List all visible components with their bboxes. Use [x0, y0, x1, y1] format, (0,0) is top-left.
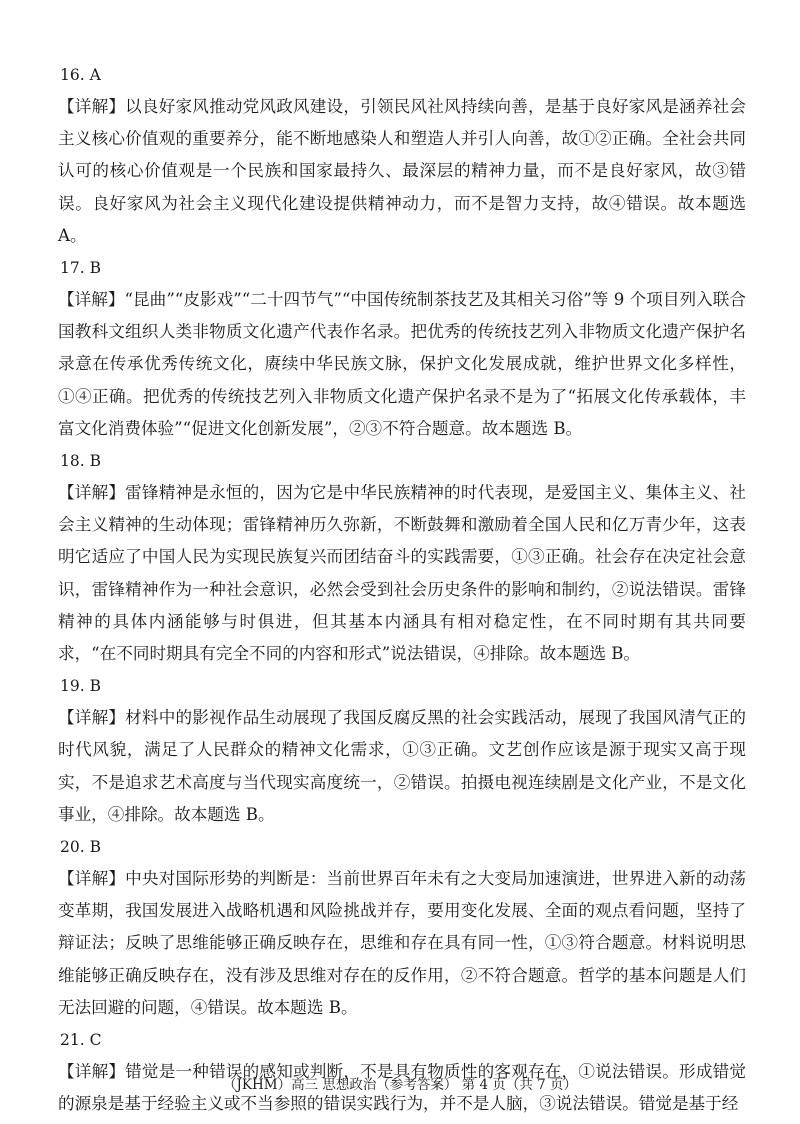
question-number-18: 18. B — [60, 452, 101, 471]
question-explanation-16 — [58, 91, 746, 252]
question-explanation-18 — [58, 477, 746, 670]
question-explanation-20 — [58, 863, 746, 1024]
question-number-16: 16. A — [60, 66, 101, 84]
explanation-text: 雷锋精神是永恒的，因为它是中华民族精神的时代表现，是爱国主义、集体主义、社会主义精神的生动体现；雷锋精神历久弥新，不断鼓舞和激励着全国人民和亿万青少年，这表明它适应了中国人民为实现民族复兴而团结奋斗的实践需要，①③正确。社会存在决定社会意识，雷锋精神作为一种社会意识，必然会受到社会历史条件的影响和制约，②说法错误。雷锋精神的具体内涵能够与时俱进，但其基本内涵具有相对稳定性，在不同时期有其共同要求，“在不同时期具有完全不同的内容和形式”说法错误，④排除。故本题选 B。 — [58, 483, 746, 664]
question-number-20: 20. B — [60, 838, 101, 857]
explanation-tag: 【详解】 — [58, 708, 126, 728]
explanation-tag: 【详解】 — [58, 97, 126, 116]
question-number-17: 17. B — [60, 259, 101, 278]
explanation-text: 错觉是一种错误的感知或判断，不是具有物质性的客观存在，①说法错误。形成错觉的源泉是基于经验主义或不当参照的错误实践行为，并不是人脑，③说法错误。错觉是基于经 — [58, 1062, 746, 1114]
question-explanation-17 — [58, 284, 746, 445]
page-footer: （JKHM）高三 思想政治（参考答案） 第 4 页（共 7 页） — [222, 1077, 578, 1093]
explanation-tag: 【详解】 — [58, 869, 126, 889]
explanation-text: 中央对国际形势的判断是：当前世界百年未有之大变局加速演进，世界进入新的动荡变革期，我国发展进入战略机遇和风险挑战并存，要用变化发展、全面的观点看问题，坚持了辩证法；反映了思维能够正确反映存在，思维和存在具有同一性，①③符合题意。材料说明思维能够正确反映存在，没有涉及思维对存在的反作用，②不符合题意。哲学的基本问题是人们无法回避的问题，④错误。故本题选 B。 — [58, 869, 746, 1017]
explanation-text: 以良好家风推动党风政风建设，引领民风社风持续向善，是基于良好家风是涵养社会主义核心价值观的重要养分，能不断地感染人和塑造人并引人向善，故①②正确。全社会共同认可的核心价值观是一个民族和国家最持久、最深层的精神力量，而不是良好家风，故③错误。良好家风为社会主义现代化建设提供精神动力，而不是智力支持，故④错误。故本题选 A。 — [58, 97, 746, 245]
question-number-21: 21. C — [60, 1031, 102, 1050]
explanation-text: “昆曲”“皮影戏”“二十四节气”“中国传统制茶技艺及其相关习俗”等 9 个项目列入联合国教科文组织人类非物质文化遗产代表作名录。把优秀的传统技艺列入非物质文化遗产保护名录意在传承优秀传统文化，赓续中华民族文脉，保护文化发展成就，维护世界文化多样性，①④正确。把优秀的传统技艺列入非物质文化遗产保护名录不是为了“拓展文化传承载体，丰富文化消费体验”“促进文化创新发展”，②③不符合题意。故本题选 B。 — [58, 290, 746, 438]
explanation-tag: 【详解】 — [58, 1062, 126, 1082]
question-number-19: 19. B — [60, 677, 101, 696]
question-explanation-19 — [58, 702, 746, 831]
explanation-tag: 【详解】 — [58, 483, 126, 503]
explanation-tag: 【详解】 — [58, 290, 125, 310]
answer-content — [58, 63, 746, 1124]
explanation-text: 材料中的影视作品生动展现了我国反腐反黑的社会实践活动，展现了我国风清气正的时代风貌，满足了人民群众的精神文化需求，①③正确。文艺创作应该是源于现实又高于现实，不是追求艺术高度与当代现实高度统一，②错误。拍摄电视连续剧是文化产业，不是文化事业，④排除。故本题选 B。 — [58, 708, 746, 824]
